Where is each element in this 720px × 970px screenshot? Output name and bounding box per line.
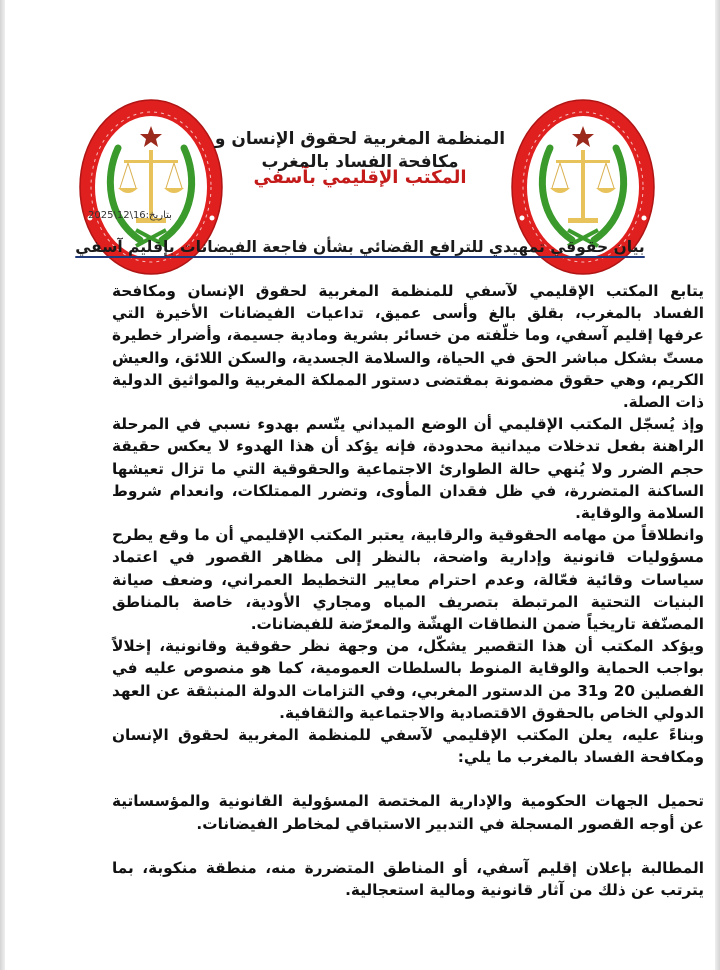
spacer [112, 768, 704, 790]
paragraph: وانطلاقاً من مهامه الحقوقية والرقابية، يعتبر المكتب الإقليمي أن ما وقع يطرح مسؤوليات قانونية وإدارية واضحة، بالنظر إلى مظاهر القصور في اعتماد سياسات وقائية فعّالة، وعدم احترام معايير التخطيط العمراني، وضعف صيانة البنيات التحتية المرتبطة بتصريف المياه ومجاري الأودية، خاصة بالمناطق المصنّفة تاريخياً ضمن النطاقات الهشّة والمعرّضة للفيضانات. [112, 526, 704, 634]
paragraph: وبناءً عليه، يعلن المكتب الإقليمي لآسفي للمنظمة المغربية لحقوق الإنسان ومكافحة الفساد بالمغرب ما يلي: [112, 726, 704, 767]
document-date: بتاريخ:16\12\2025 [88, 210, 172, 221]
paragraph: وإذ يُسجّل المكتب الإقليمي أن الوضع الميداني يتّسم بهدوء نسبي في المرحلة الراهنة بفعل تدخلات ميدانية محدودة، فإنه يؤكد أن هذا الهدوء لا يعكس حقيقة حجم الضرر ولا يُنهي حالة الطوارئ الاجتماعية والحقوقية التي ما تزال تعيشها الساكنة المتضررة، في ظل فقدان المأوى، وتضرر الممتلكات، وانعدام شروط السلامة والوقاية. [112, 415, 704, 523]
demand-item: تحميل الجهات الحكومية والإدارية المختصة المسؤولية القانونية والمؤسساتية عن أوجه القصور المسجلة في التدبير الاستباقي لمخاطر الفيضانات. [112, 792, 704, 833]
statement-body [112, 280, 704, 901]
regional-office-name: المكتب الإقليمي بآسفي [253, 167, 467, 188]
spacer [112, 835, 704, 857]
paragraph: يتابع المكتب الإقليمي لآسفي للمنظمة المغربية لحقوق الإنسان ومكافحة الفساد بالمغرب، بقلق بالغ وأسى عميق، تداعيات الفيضانات الأخيرة التي عرفها إقليم آسفي، وما خلّفته من خسائر بشرية ومادية جسيمة، وأضرار خطيرة مستّ بشكل مباشر الحق في الحياة، والسلامة الجسدية، والسكن اللائق، والعيش الكريم، وهي حقوق مضمونة بمقتضى دستور المملكة المغربية والمواثيق الدولية ذات الصلة. [112, 282, 704, 412]
statement-title: بيان حقوقي تمهيدي للترافع القضائي بشأن فاجعة الفيضانات بإقليم آسفي [75, 238, 645, 256]
paragraph: ويؤكد المكتب أن هذا التقصير يشكّل، من وجهة نظر حقوقية وقانونية، إخلالاً بواجب الحماية والوقاية المنوط بالسلطات العمومية، كما هو منصوص عليه في الفصلين 20 و31 من الدستور المغربي، وفي التزامات الدولة المنبثقة عن العهد الدولي الخاص بالحقوق الاقتصادية والاجتماعية والثقافية. [112, 637, 704, 722]
page-edge-left [0, 0, 5, 970]
page-edge-right [715, 0, 720, 970]
organization-name-line1: المنظمة المغربية لحقوق الإنسان و [214, 129, 506, 149]
organization-name-line2: مكافحة الفساد بالمغرب [261, 152, 459, 172]
demand-item: المطالبة بإعلان إقليم آسفي، أو المناطق المتضررة منه، منطقة منكوبة، بما يترتب عن ذلك من آثار قانونية ومالية استعجالية. [112, 858, 704, 900]
